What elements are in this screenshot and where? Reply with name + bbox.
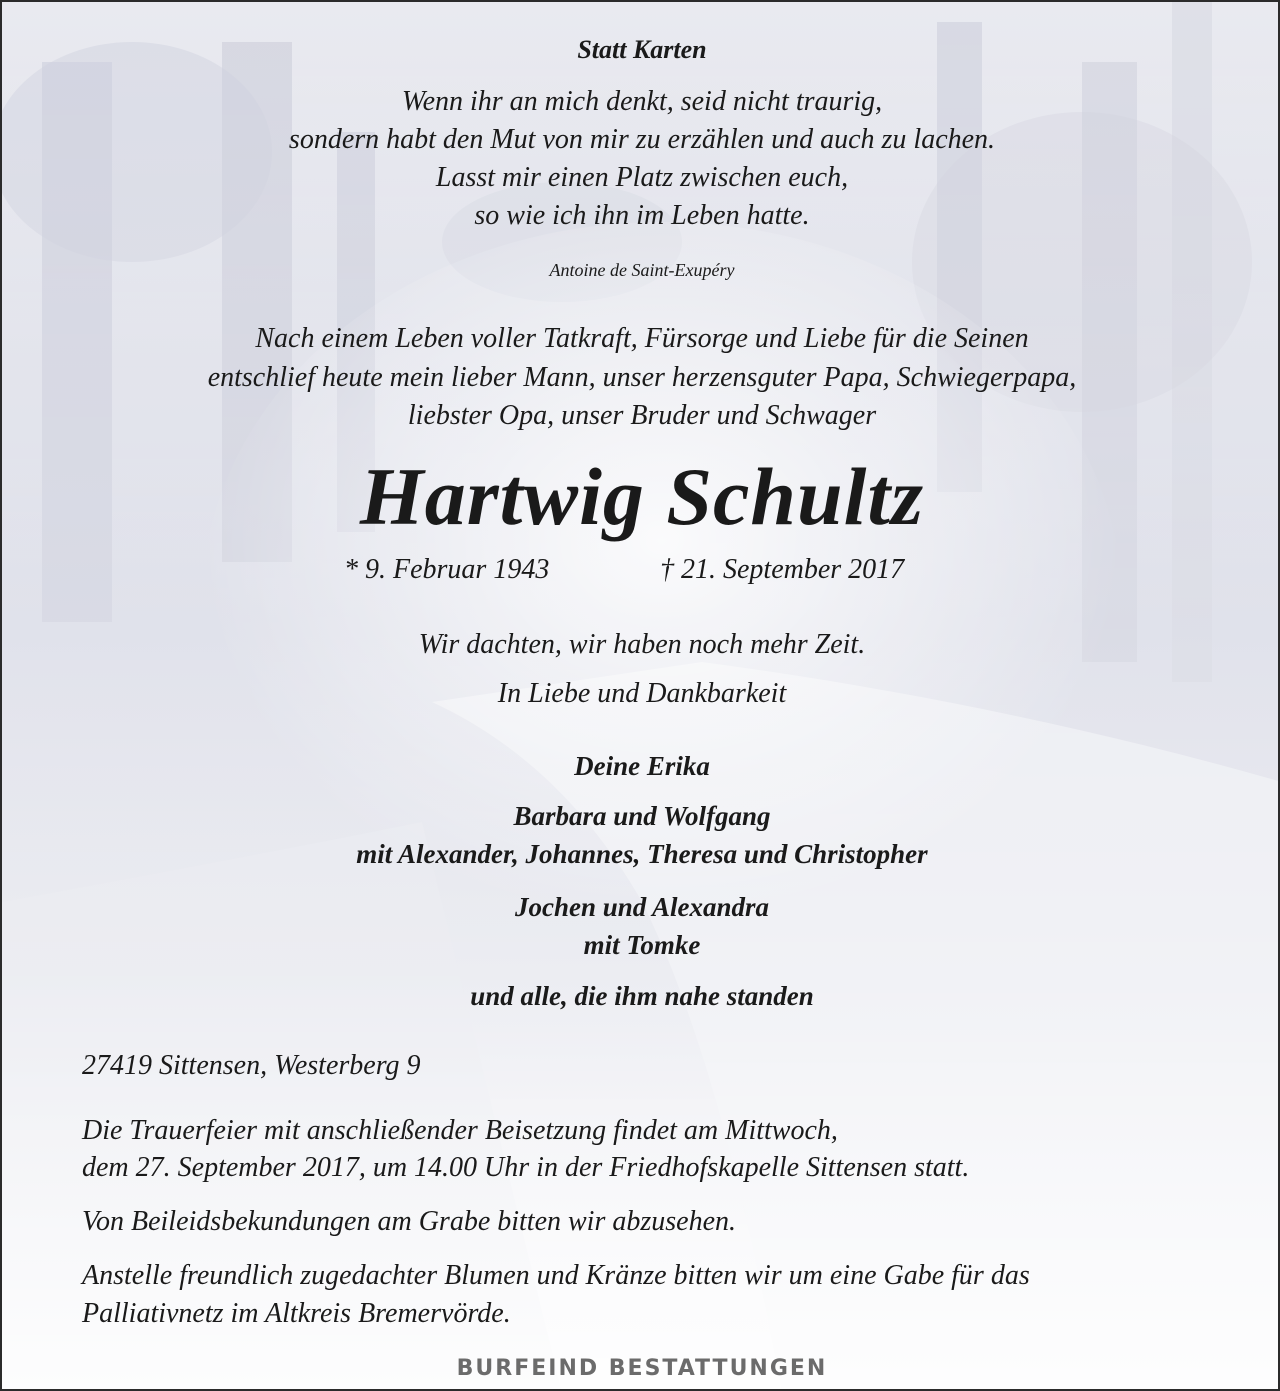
poem-author: Antoine de Saint-Exupéry [549, 260, 735, 280]
address: 27419 Sittensen, Westerberg 9 [82, 1050, 421, 1081]
intro-line-3: liebster Opa, unser Bruder und Schwager [407, 400, 877, 431]
death-date: † 21. September 2017 [660, 554, 905, 585]
funeral-info-line-2: dem 27. September 2017, um 14.00 Uhr in der Friedhofskapelle Sittensen statt. [82, 1152, 970, 1183]
intro-line-2: entschlief heute mein lieber Mann, unser herzensguter Papa, Schwiegerpapa, [207, 362, 1077, 393]
family-member-6: und alle, die ihm nahe standen [470, 981, 814, 1011]
poem-line-4: so wie ich ihn im Leben hatte. [474, 200, 810, 231]
family-member-1: Deine Erika [574, 751, 710, 781]
intro-line-1: Nach einem Leben voller Tatkraft, Fürsorge und Liebe für die Seinen [255, 323, 1029, 354]
birth-date: * 9. Februar 1943 [344, 554, 550, 585]
quote-line: Wir dachten, wir haben noch mehr Zeit. [418, 629, 866, 660]
poem-line-2: sondern habt den Mut von mir zu erzählen und auch zu lachen. [288, 124, 996, 155]
family-member-3: mit Alexander, Johannes, Theresa und Christopher [356, 839, 928, 869]
poem-line-3: Lasst mir einen Platz zwischen euch, [435, 162, 849, 193]
condolence-note: Von Beileidsbekundungen am Grabe bitten wir abzusehen. [82, 1206, 737, 1237]
deceased-name: Hartwig Schultz [359, 451, 925, 542]
dedication-line: In Liebe und Dankbarkeit [497, 678, 787, 709]
family-member-2: Barbara und Wolfgang [513, 801, 771, 831]
family-member-4: Jochen und Alexandra [514, 892, 770, 922]
donation-line-1: Anstelle freundlich zugedachter Blumen und Kränze bitten wir um eine Gabe für das [82, 1260, 1030, 1291]
donation-line-2: Palliativnetz im Altkreis Bremervörde. [82, 1298, 511, 1329]
poem-line-1: Wenn ihr an mich denkt, seid nicht traurig, [401, 86, 883, 117]
funeral-info-line-1: Die Trauerfeier mit anschließender Beisetzung findet am Mittwoch, [82, 1115, 838, 1146]
family-member-5: mit Tomke [583, 930, 701, 960]
header-title: Statt Karten [577, 35, 707, 64]
funeral-home-logo: BURFEIND BESTATTUNGEN [456, 1356, 828, 1381]
